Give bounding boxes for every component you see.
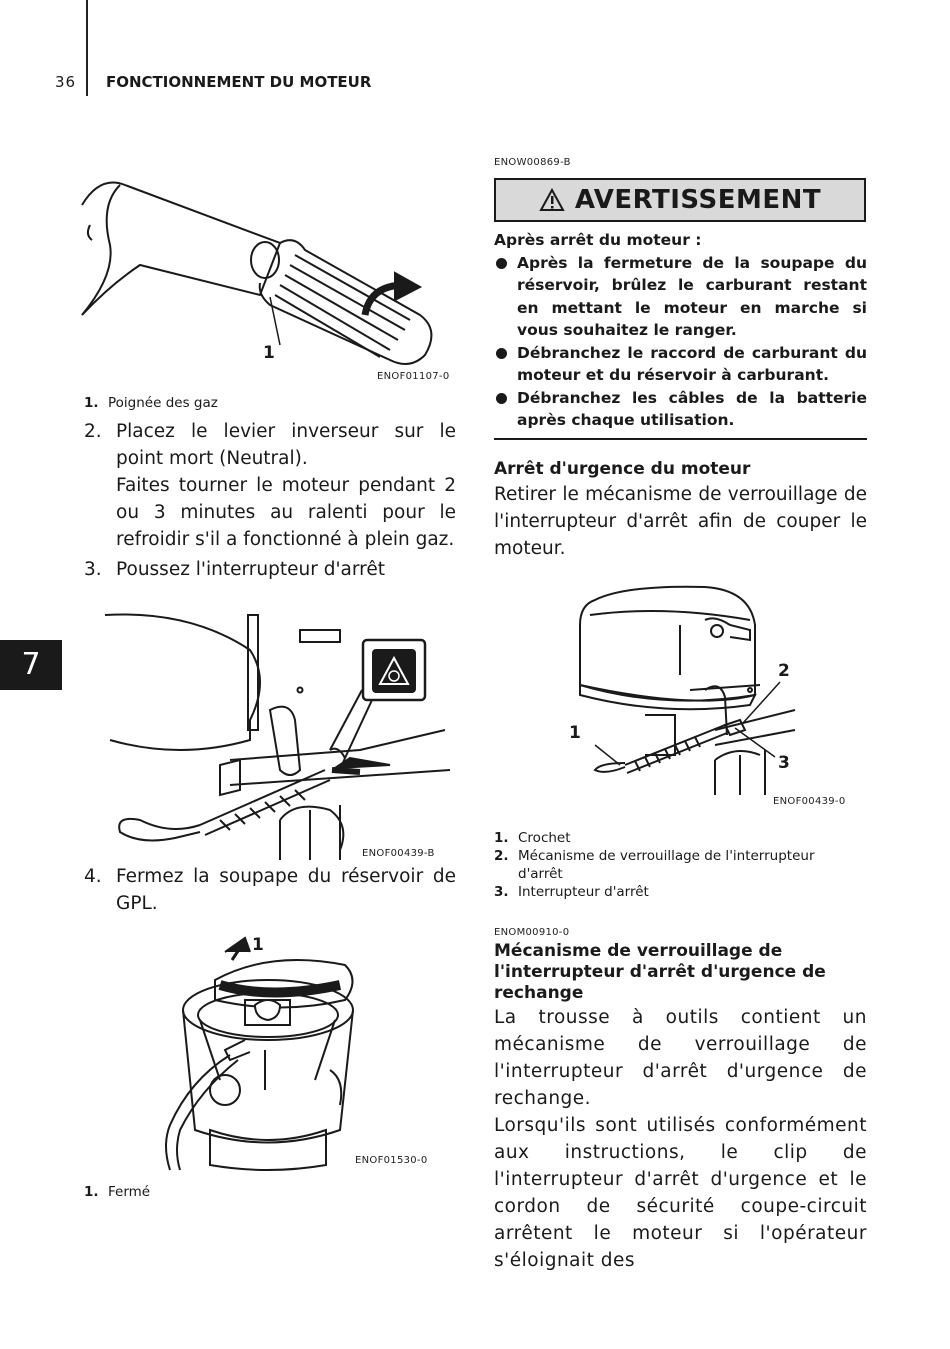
lpg-valve-figure <box>150 930 440 1175</box>
caption-text: Interrupteur d'arrêt <box>518 884 649 900</box>
warning-divider <box>494 438 867 440</box>
page-header: FONCTIONNEMENT DU MOTEUR <box>106 73 372 91</box>
fig4-callout-1: 1 <box>569 723 581 743</box>
header-rule <box>86 0 88 96</box>
page-number: 36 <box>55 73 77 91</box>
lpg-valve-illustration <box>150 930 440 1175</box>
engine-stop-figure <box>565 585 855 810</box>
warning-code: ENOW00869-B <box>494 157 571 168</box>
section-text <box>494 1004 867 1274</box>
step-text: Fermez la soupape du réservoir de GPL. <box>116 866 456 914</box>
caption-text: Mécanisme de verrouillage de l'interrupteur d'arrêt <box>518 848 815 882</box>
fig4-caption <box>494 829 867 901</box>
chapter-tab: 7 <box>0 640 62 690</box>
caption-number: 1. <box>494 830 509 846</box>
fig2-code: ENOF00439-B <box>362 848 435 859</box>
caption-number: 1. <box>84 395 99 411</box>
warning-body <box>494 229 867 432</box>
warning-intro: Après arrêt du moteur : <box>494 231 702 249</box>
emergency-title: Arrêt d'urgence du moteur <box>494 459 751 479</box>
section-title: Mécanisme de verrouillage de l'interrupteur d'arrêt d'urgence de rechange <box>494 941 826 1003</box>
section-paragraph-2: Lorsqu'ils sont utilisés conformément aux instructions, le clip de l'interrupteur d'arrêt d'urgence et le cordon de sécurité coupe-circuit arrêtent le moteur si l'opérateur s'éloignait des <box>494 1115 867 1271</box>
stop-switch-illustration <box>100 610 455 865</box>
warning-title: AVERTISSEMENT <box>574 185 822 215</box>
fig3-code: ENOF01530-0 <box>355 1155 428 1166</box>
step-number: 2. <box>84 421 102 442</box>
stop-switch-figure <box>100 610 455 865</box>
fig4-callout-3: 3 <box>778 753 790 773</box>
caption-number: 3. <box>494 884 509 900</box>
step-text: Placez le levier inverseur sur le point mort (Neutral). <box>116 421 456 469</box>
section-code: ENOM00910-0 <box>494 927 570 938</box>
fig1-callout: 1 <box>263 343 275 363</box>
caption-number: 1. <box>84 1184 99 1200</box>
fig4-callout-2: 2 <box>778 661 790 681</box>
caption-number: 2. <box>494 848 509 864</box>
step-text: Poussez l'interrupteur d'arrêt <box>116 559 385 580</box>
fig3-caption <box>84 1183 150 1201</box>
caption-text: Fermé <box>108 1184 151 1200</box>
step-number: 3. <box>84 559 102 580</box>
fig4-code: ENOF00439-0 <box>773 796 846 807</box>
warning-item: Débranchez les câbles de la batterie après chaque utilisation. <box>494 387 867 432</box>
fig1-code: ENOF01107-0 <box>377 371 450 382</box>
warning-item: Débranchez le raccord de carburant du moteur et du réservoir à carburant. <box>494 342 867 387</box>
caption-text: Crochet <box>518 830 571 846</box>
throttle-grip-figure <box>80 165 455 380</box>
warning-banner <box>494 178 866 222</box>
fig1-caption <box>84 394 218 412</box>
emergency-text: Retirer le mécanisme de verrouillage de l'interrupteur d'arrêt afin de couper le moteur. <box>494 484 867 559</box>
fig3-callout: 1 <box>252 935 264 955</box>
step-2 <box>84 418 456 553</box>
warning-item: Après la fermeture de la soupape du réservoir, brûlez le carburant restant en mettant le moteur en marche si vous souhaitez le ranger. <box>494 252 867 342</box>
step-4 <box>84 863 456 917</box>
step-3 <box>84 556 456 583</box>
section-paragraph-1: La trousse à outils contient un mécanisme de verrouillage de l'interrupteur d'arrêt d'urgence de rechange. <box>494 1007 867 1109</box>
caption-text: Poignée des gaz <box>108 395 218 411</box>
step-subtext: Faites tourner le moteur pendant 2 ou 3 minutes au ralenti pour le refroidir s'il a fonctionné à plein gaz. <box>116 475 456 550</box>
engine-stop-illustration <box>565 585 855 810</box>
step-number: 4. <box>84 866 102 887</box>
warning-triangle-icon <box>539 188 565 212</box>
